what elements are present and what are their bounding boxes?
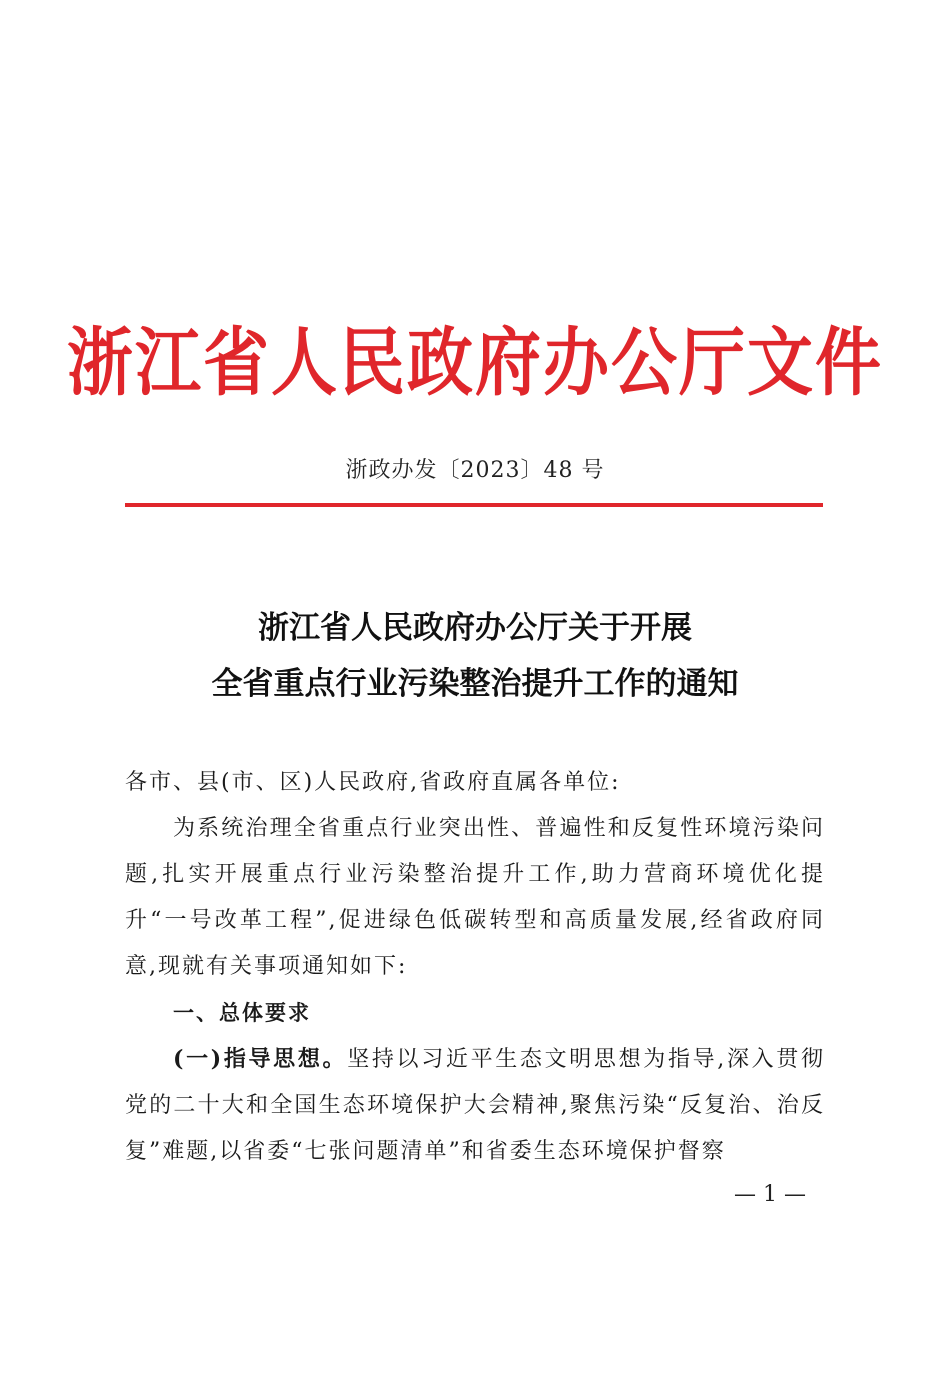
- section-heading-general-requirements: 一、总体要求: [173, 1001, 311, 1025]
- document-title-line-2: 全省重点行业污染整治提升工作的通知: [211, 666, 739, 702]
- page-number: — 1 —: [734, 1182, 806, 1207]
- guiding-ideology-paragraph: [125, 1036, 825, 1175]
- document-title-line-1: 浙江省人民政府办公厅关于开展: [258, 610, 692, 646]
- document-number: 浙政办发〔2023〕48 号: [345, 458, 605, 483]
- document-title: [0, 600, 950, 712]
- guiding-ideology-text: 坚持以习近平生态文明思想为指导,深入贯彻党的二十大和全国生态环境保护大会精神,聚焦污染“反复治、治反复”难题,以省委“七张问题清单”和省委生态环境保护督察: [125, 1047, 825, 1164]
- guiding-ideology-lead: (一)指导思想。: [173, 1046, 348, 1072]
- red-divider-line: [125, 503, 823, 507]
- intro-paragraph: 为系统治理全省重点行业突出性、普遍性和反复性环境污染问题,扎实开展重点行业污染整治提升工作,助力营商环境优化提升“一号改革工程”,促进绿色低碳转型和高质量发展,经省政府同意,现就有关事项通知如下:: [125, 816, 825, 979]
- salutation: 各市、县(市、区)人民政府,省政府直属各单位:: [125, 770, 621, 795]
- masthead-title: 浙江省人民政府办公厅文件: [67, 318, 883, 406]
- document-body: [125, 760, 825, 1175]
